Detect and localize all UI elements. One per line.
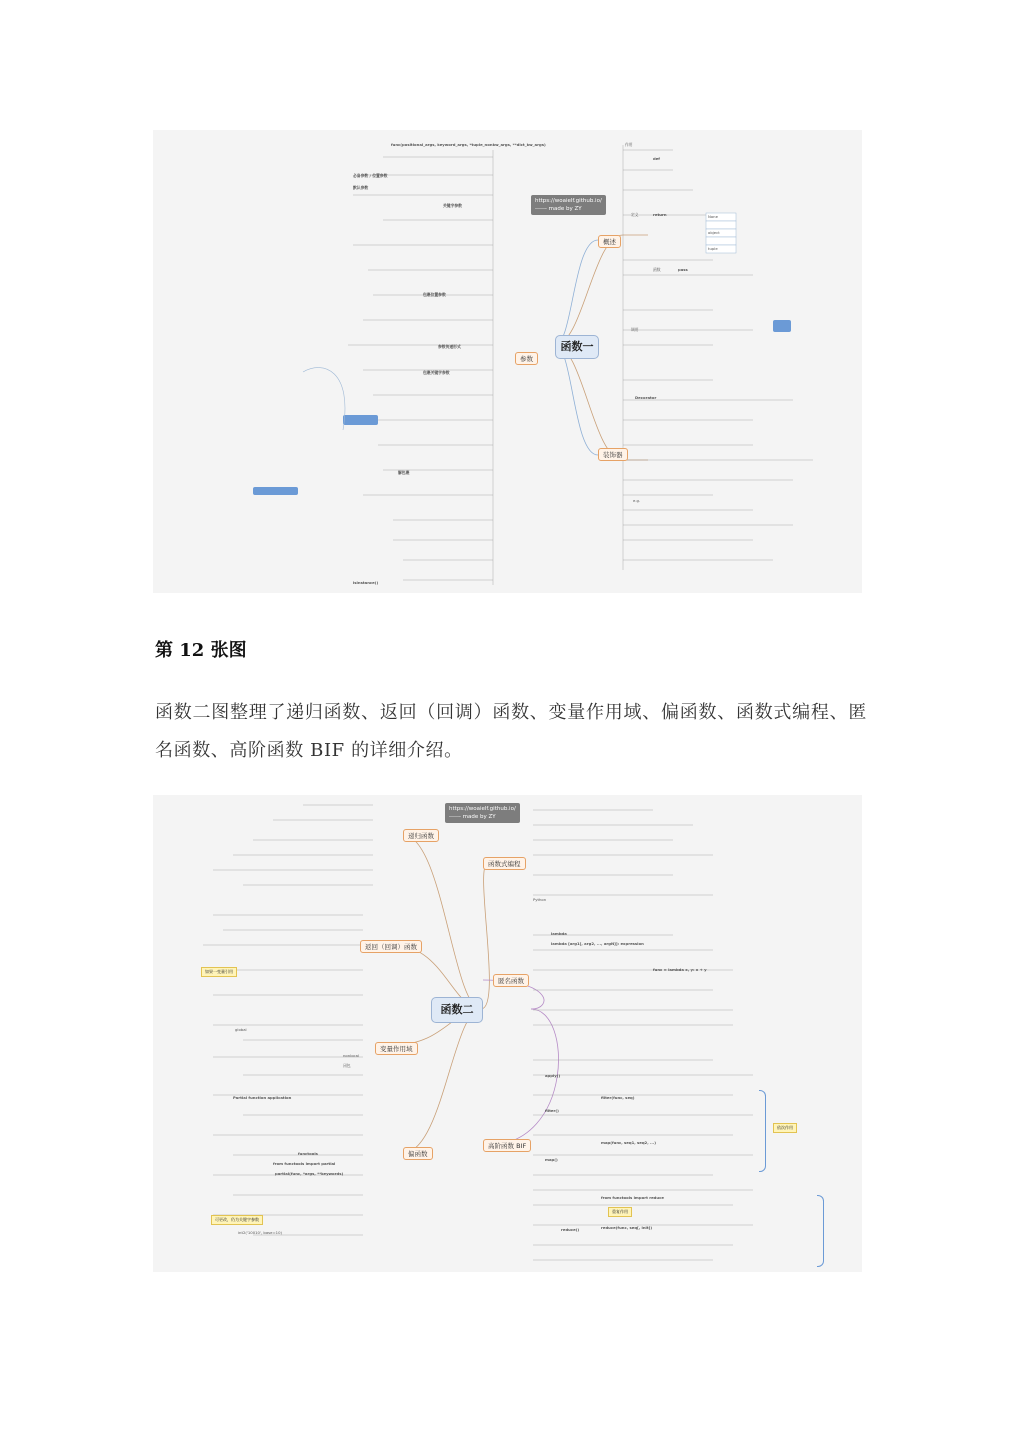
map2-leaf: map() (545, 1157, 558, 1162)
map2-leaf: filter(func, seq) (601, 1095, 635, 1100)
map2-leaf: global (235, 1027, 247, 1032)
map2-watermark-author: ------ made by ZY (449, 814, 496, 820)
map2-highlight-reduce: 重复作用 (608, 1207, 632, 1217)
map1-leaf: 解包裹 (398, 470, 410, 475)
map1-leaf: return (653, 212, 667, 217)
map2-leaf: partial(func, *args, **keywords) (275, 1171, 344, 1176)
map2-leaf: from functools import partial (273, 1161, 336, 1166)
figure-description: 函数二图整理了递归函数、返回（回调）函数、变量作用域、偏函数、函数式编程、匿名函数、高阶函数 BIF 的详细介绍。 (155, 702, 867, 761)
map1-leaf: tuple (708, 246, 718, 251)
map2-watermark-url: https://woaielf.github.io/ (449, 806, 516, 812)
map2-leaf: filter() (545, 1108, 559, 1113)
map2-leaf: nonlocal (343, 1053, 359, 1058)
map1-leaf: 包裹位置参数 (423, 292, 446, 297)
map1-leaf: func(positional_args, keyword_args, *tuple_nonkw_args, **dict_kw_args) (391, 142, 546, 147)
map1-center-node: 函数一 (555, 335, 599, 359)
map1-leaf: object (708, 230, 720, 235)
map1-leaf: Decorator (635, 395, 657, 400)
map1-branch-concept: 概述 (598, 235, 621, 248)
map2-branch-partial: 偏函数 (403, 1147, 433, 1160)
map1-leaf: pass (678, 267, 688, 272)
map1-leaf: 作用 (625, 142, 633, 147)
mindmap-1-connectors (153, 130, 862, 593)
map2-branch-scope: 变量作用域 (375, 1042, 418, 1055)
map2-branch-functional: 函数式编程 (483, 857, 526, 870)
map2-leaf: functools (298, 1151, 318, 1156)
map2-bracket-hof (759, 1090, 766, 1172)
map2-leaf: apply() (545, 1073, 561, 1078)
map2-leaf: reduce(func, seq[, init]) (601, 1225, 653, 1230)
map2-bracket-reduce (817, 1195, 824, 1267)
map2-branch-hof: 高阶函数 BIF (483, 1139, 531, 1152)
map1-leaf: 默认参数 (353, 185, 369, 190)
map1-leaf: 关键字参数 (443, 203, 462, 208)
map1-leaf: def (653, 156, 660, 161)
map1-leaf: 包裹关键字参数 (423, 370, 450, 375)
map1-leaf: 定义 (631, 212, 639, 217)
map2-leaf: reduce() (561, 1227, 580, 1232)
map1-leaf: 调用 (631, 327, 639, 332)
map1-leaf: 必备参数 / 位置参数 (353, 173, 388, 178)
map2-leaf: func = lambda x, y: x + y (653, 967, 707, 972)
map1-leaf: isinstance() (353, 580, 379, 585)
map1-leaf: 函数 (653, 267, 661, 272)
mindmap-image-1 (153, 130, 862, 593)
map2-branch-lambda: 匿名函数 (493, 974, 529, 987)
map1-watermark-author: ------ made by ZY (535, 206, 582, 212)
map2-leaf: Python (533, 897, 547, 902)
figure-heading: 第 12 张图 (155, 640, 247, 661)
map1-leaf: None (708, 214, 718, 219)
map1-watermark-url: https://woaielf.github.io/ (535, 198, 602, 204)
map2-leaf: from functools import reduce (601, 1195, 664, 1200)
map2-highlight-kwargs: 可更改，仍为关键字参数 (211, 1215, 263, 1225)
map2-leaf: int2('10010', base=10) (238, 1230, 282, 1235)
map1-watermark (531, 195, 606, 215)
mindmap-image-2 (153, 795, 862, 1272)
map2-branch-recursion: 递归函数 (403, 829, 439, 842)
map1-leaf: 参数传递形式 (438, 344, 461, 349)
map2-branch-callback: 返回（回调）函数 (360, 940, 422, 953)
map1-branch-params: 参数 (515, 352, 538, 365)
map2-highlight-closure: 如果一变量引用 (201, 967, 237, 977)
map2-highlight-map: 依次作用 (773, 1123, 797, 1133)
map2-leaf: lambda (551, 931, 567, 936)
map2-leaf: lambda [arg1[, arg2, ..., argN]]: expression (551, 941, 644, 946)
map1-branch-decorator: 装饰器 (598, 448, 628, 461)
map2-leaf: map(func, seq1, seq2, ...) (601, 1140, 657, 1145)
map2-leaf: Partial function application (233, 1095, 292, 1100)
map2-leaf: 闭包 (343, 1063, 351, 1068)
map1-leaf: e.g. (633, 498, 641, 503)
map2-watermark (445, 803, 520, 823)
map2-center-node: 函数二 (431, 997, 483, 1023)
